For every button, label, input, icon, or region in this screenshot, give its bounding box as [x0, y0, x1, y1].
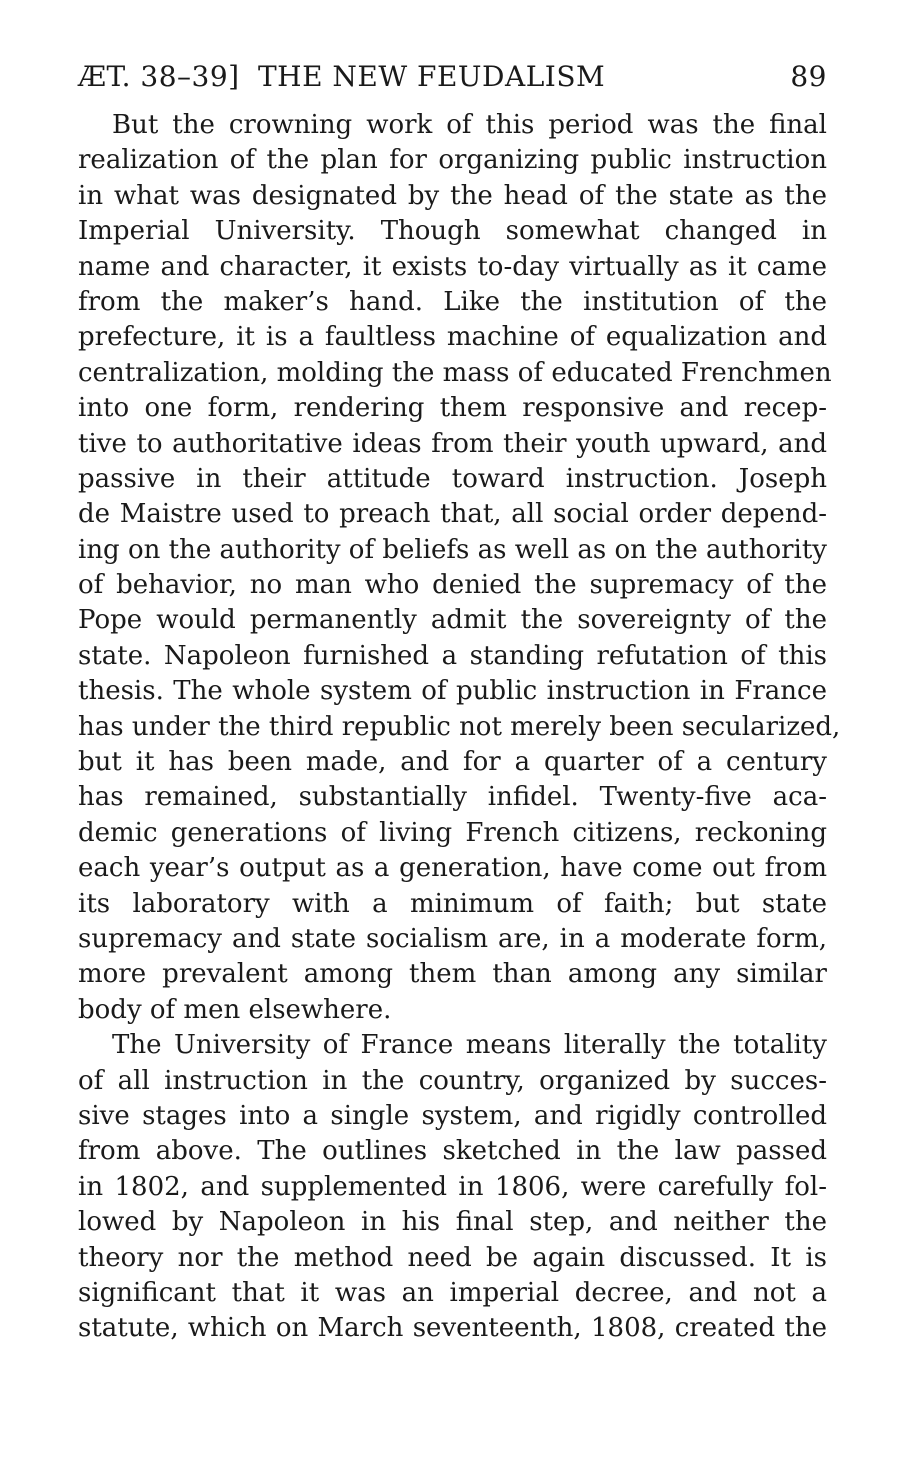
text-line: thesis. The whole system of public instruction in France [78, 676, 827, 707]
text-line: into one form, rendering them responsive and recep- [78, 393, 827, 424]
text-line: But the crowning work of this period was the final [112, 110, 827, 140]
text-line: its laboratory with a minimum of faith; but state [78, 888, 827, 919]
text-line: has remained, substantially infidel. Twenty-five aca- [78, 782, 827, 813]
paragraph [78, 108, 841, 1028]
text-line: tive to authoritative ideas from their youth upward, and [78, 428, 827, 459]
text-line: prefecture, it is a faultless machine of equalization and [78, 322, 827, 353]
running-head-age-range: ÆT. 38–39] [78, 60, 240, 93]
text-line: of behavior, no man who denied the supremacy of the [78, 570, 827, 601]
text-line: in what was designated by the head of the state as the [78, 180, 827, 211]
text-line: body of men elsewhere. [78, 994, 392, 1025]
text-line: but it has been made, and for a quarter of a century [78, 747, 827, 778]
running-head [78, 56, 827, 98]
text-line: from above. The outlines sketched in the law passed [78, 1136, 827, 1167]
text-line: Pope would permanently admit the sovereignty of the [78, 605, 827, 636]
text-line: more prevalent among them than among any similar [78, 959, 827, 990]
text-line: theory nor the method need be again discussed. It is [78, 1242, 827, 1273]
text-line: name and character, it exists to-day virtually as it came [78, 251, 827, 282]
running-head-title: THE NEW FEUDALISM [258, 60, 606, 93]
text-line: in 1802, and supplemented in 1806, were carefully fol- [78, 1171, 827, 1202]
page-number: 89 [790, 60, 827, 93]
text-line: sive stages into a single system, and rigidly controlled [78, 1100, 827, 1131]
text-line: centralization, molding the mass of educated Frenchmen [78, 357, 832, 388]
paragraph [78, 1028, 827, 1347]
text-line: significant that it was an imperial decree, and not a [78, 1277, 827, 1308]
text-line: state. Napoleon furnished a standing refutation of this [78, 640, 827, 671]
text-line: statute, which on March seventeenth, 1808, created the [78, 1313, 827, 1344]
text-line: ing on the authority of beliefs as well as on the authority [78, 534, 827, 565]
book-page [78, 56, 841, 1347]
text-line: of all instruction in the country, organized by succes- [78, 1065, 827, 1096]
text-line: The University of France means literally the totality [112, 1030, 827, 1061]
text-line: Imperial University. Though somewhat changed in [78, 216, 827, 247]
text-line: demic generations of living French citizens, reckoning [78, 817, 827, 848]
text-line: supremacy and state socialism are, in a moderate form, [78, 923, 827, 954]
body-text [78, 108, 841, 1347]
text-line: each year’s output as a generation, have come out from [78, 853, 827, 884]
text-line: lowed by Napoleon in his final step, and neither the [78, 1207, 827, 1238]
text-line: de Maistre used to preach that, all social order depend- [78, 499, 827, 530]
text-line: from the maker’s hand. Like the institution of the [78, 286, 827, 317]
text-line: realization of the plan for organizing public instruction [78, 145, 827, 176]
text-line: has under the third republic not merely been secularized, [78, 711, 841, 742]
text-line: passive in their attitude toward instruction. Joseph [78, 463, 827, 494]
